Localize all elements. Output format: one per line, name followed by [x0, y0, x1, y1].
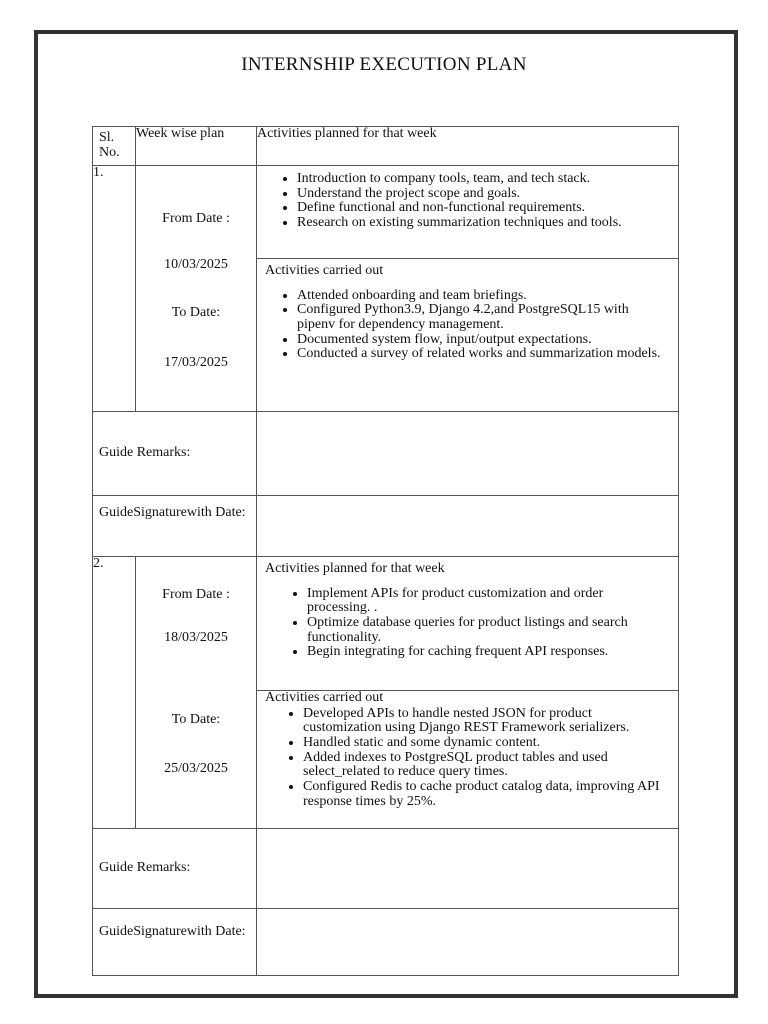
list-item: • Understand the project scope and goals.	[297, 187, 670, 202]
week-2-guide-signature-label: GuideSignaturewith Date:	[93, 909, 257, 976]
week-1-planned-activities	[257, 166, 679, 259]
week-2-carried-caption: Activities carried out	[265, 690, 384, 705]
week-1-planned-row	[93, 166, 679, 259]
list-item: • Research on existing summarization techniques and tools.	[297, 216, 670, 231]
list-item: • Conducted a survey of related works and summarization models.	[297, 347, 670, 362]
list-item: • Configured Redis to cache product catalog data, improving API response times by 25%.	[303, 780, 670, 809]
list-item: • Introduction to company tools, team, and tech stack.	[297, 172, 670, 187]
week-1-guide-signature-field	[257, 496, 679, 557]
week-1-carried-activities	[257, 259, 679, 412]
header-activities: Activities planned for that week	[257, 127, 679, 166]
week-1-carried-caption: Activities carried out	[265, 263, 384, 278]
execution-plan-table	[92, 126, 679, 976]
header-sl-no: Sl. No.	[93, 127, 136, 166]
list-item: • Documented system flow, input/output expectations.	[297, 333, 670, 348]
list-item: • Begin integrating for caching frequent API responses.	[307, 645, 670, 660]
week-2-to-label: To Date:	[171, 712, 221, 728]
week-2-from-label: From Date :	[162, 587, 230, 602]
week-1-from-label: From Date :	[162, 211, 230, 226]
week-2-carried-activities	[257, 691, 679, 829]
week-2-guide-signature-field	[257, 909, 679, 976]
table-header-row	[93, 127, 679, 166]
document-title: INTERNSHIP EXECUTION PLAN	[241, 54, 527, 75]
week-1-from-date: 10/03/2025	[164, 256, 228, 272]
week-2-from-date: 18/03/2025	[164, 629, 228, 645]
week-1-remarks-row	[93, 412, 679, 496]
list-item: • Configured Python3.9, Django 4.2,and PostgreSQL15 with pipenv for dependency management.	[297, 303, 670, 332]
week-2-remarks-row	[93, 829, 679, 909]
week-2-planned-row	[93, 557, 679, 691]
week-2-guide-remarks-field	[257, 829, 679, 909]
week-1-number: 1.	[93, 166, 136, 412]
week-2-dates	[136, 557, 257, 829]
list-item: • Optimize database queries for product listings and search functionality.	[307, 616, 670, 645]
week-2-guide-remarks-label: Guide Remarks:	[93, 829, 257, 909]
week-1-guide-signature-label: GuideSignaturewith Date:	[93, 496, 257, 557]
list-item: • Developed APIs to handle nested JSON for product customization using Django REST Framework serializers.	[303, 707, 670, 736]
week-2-planned-caption: Activities planned for that week	[265, 561, 445, 576]
week-1-dates	[136, 166, 257, 412]
week-2-to-date: 25/03/2025	[164, 761, 228, 777]
header-week-plan: Week wise plan	[136, 127, 257, 166]
list-item: • Attended onboarding and team briefings.	[297, 289, 670, 304]
list-item: • Added indexes to PostgreSQL product tables and used select_related to reduce query times.	[303, 751, 670, 780]
week-2-signature-row	[93, 909, 679, 976]
week-1-to-date: 17/03/2025	[164, 355, 228, 371]
list-item: • Handled static and some dynamic content.	[303, 736, 670, 751]
week-1-guide-remarks-label: Guide Remarks:	[93, 412, 257, 496]
week-2-planned-activities	[257, 557, 679, 691]
week-2-number: 2.	[93, 557, 136, 829]
list-item: • Implement APIs for product customization and order processing. .	[307, 587, 670, 616]
list-item: • Define functional and non-functional requirements.	[297, 201, 670, 216]
week-1-to-label: To Date:	[171, 305, 221, 321]
week-1-guide-remarks-field	[257, 412, 679, 496]
week-1-signature-row	[93, 496, 679, 557]
